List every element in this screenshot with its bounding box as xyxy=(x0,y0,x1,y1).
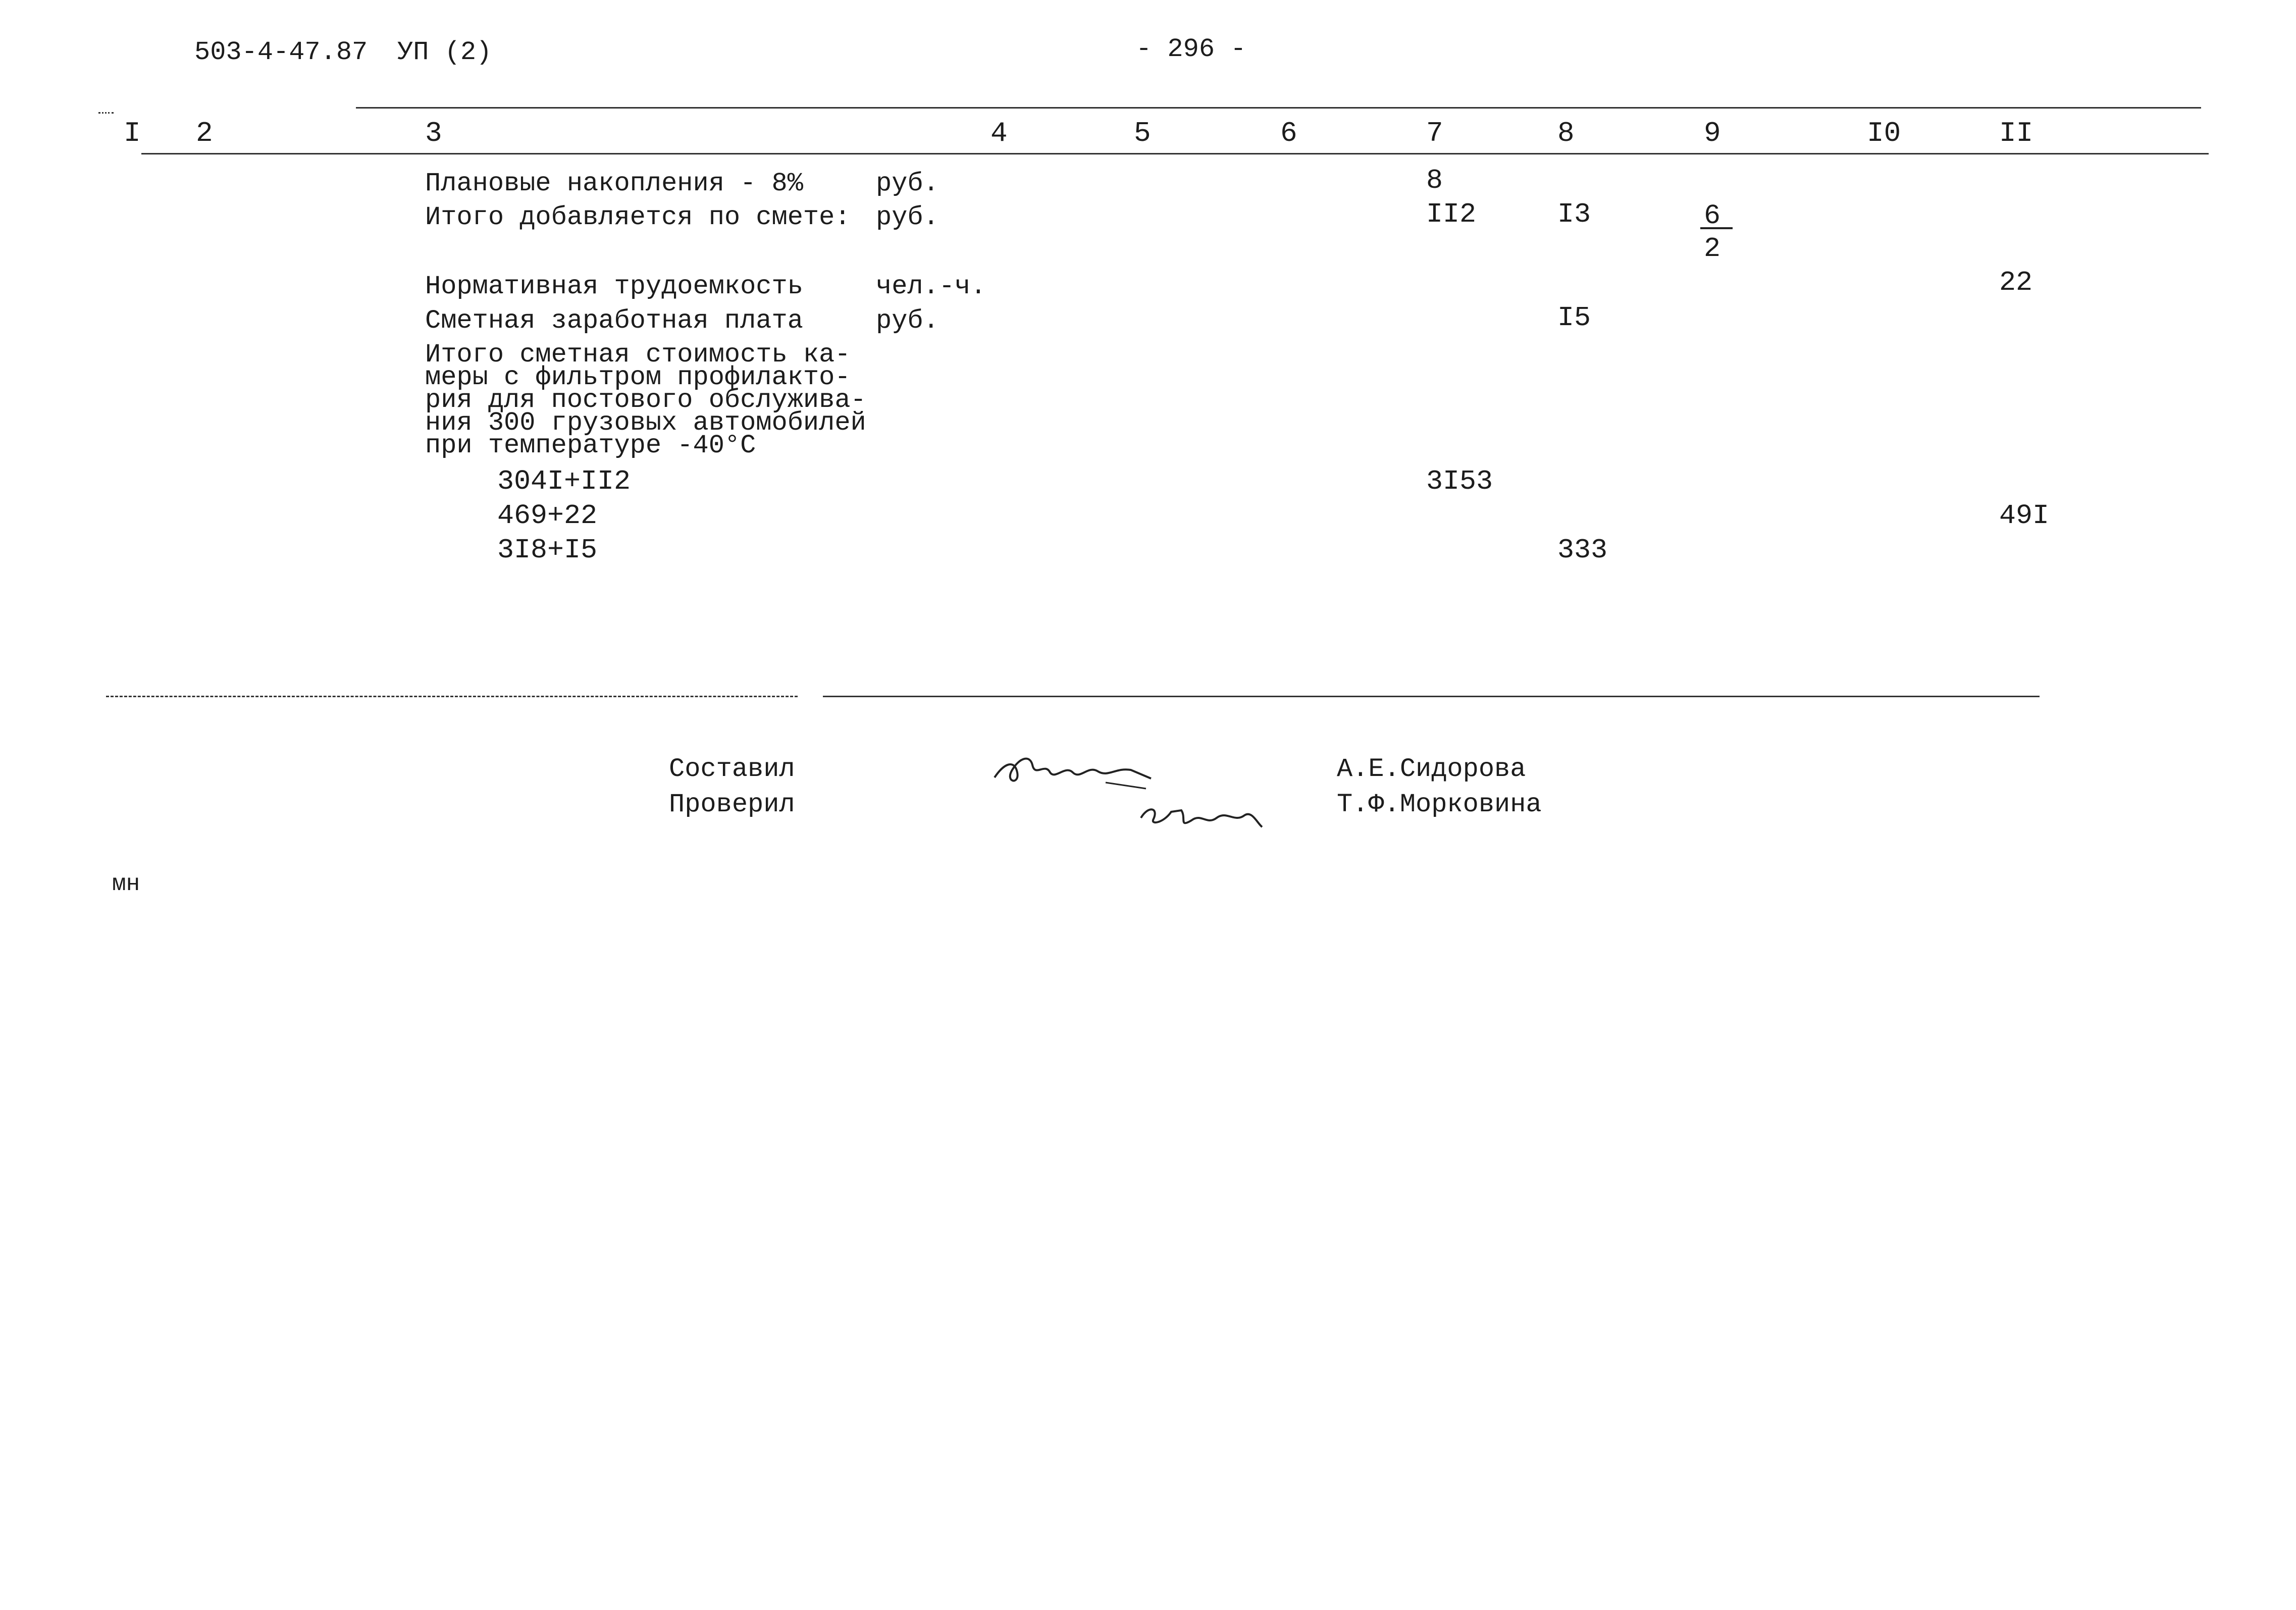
table-top-rule-left xyxy=(98,112,114,114)
calc-row-1-col7: 3I53 xyxy=(1426,465,1493,497)
column-header-7: 7 xyxy=(1426,117,1443,149)
calc-row-2-col11: 49I xyxy=(1999,500,2050,532)
table-bottom-rule-right xyxy=(823,696,2040,697)
column-header-4: 4 xyxy=(990,117,1008,149)
header-underline xyxy=(141,153,2209,154)
calc-row-2-label: 469+22 xyxy=(497,500,598,532)
column-header-6: 6 xyxy=(1280,117,1297,149)
column-header-1: I xyxy=(124,117,141,149)
row-wages-col8: I5 xyxy=(1557,302,1591,334)
column-header-11: II xyxy=(1999,117,2033,149)
row-total-added-col9-numerator: 6 xyxy=(1704,200,1721,232)
table-bottom-rule xyxy=(106,696,798,697)
calc-row-1-label: 304I+II2 xyxy=(497,465,631,497)
row-planned-savings-unit: руб. xyxy=(876,169,939,198)
album-label: УП (2) xyxy=(397,37,492,67)
total-cost-line: ния 300 грузовых автомобилей xyxy=(425,408,866,438)
row-total-added-col7: II2 xyxy=(1426,198,1477,230)
calc-row-3-col8: 333 xyxy=(1557,534,1608,566)
total-cost-line: Итого сметная стоимость ка- xyxy=(425,340,851,370)
column-header-8: 8 xyxy=(1557,117,1575,149)
row-total-cost-label xyxy=(425,340,866,460)
fraction-bar xyxy=(1700,227,1733,229)
column-header-3: 3 xyxy=(425,117,442,149)
checked-by-label: Проверил xyxy=(669,790,795,819)
column-header-10: I0 xyxy=(1867,117,1901,149)
compiled-by-name: А.Е.Сидорова xyxy=(1337,754,1526,784)
column-header-2: 2 xyxy=(196,117,213,149)
page-number: - 296 - xyxy=(1136,34,1246,64)
checked-by-name: Т.Ф.Морковина xyxy=(1337,790,1542,819)
footer-initials: мн xyxy=(112,871,140,897)
column-header-9: 9 xyxy=(1704,117,1721,149)
total-cost-line: рия для постового обслужива- xyxy=(425,385,866,415)
total-cost-line: меры с фильтром профилакто- xyxy=(425,362,851,392)
row-wages-unit: руб. xyxy=(876,306,939,336)
row-labor-col11: 22 xyxy=(1999,267,2033,298)
signature-checked xyxy=(1136,788,1267,838)
row-planned-savings-label: Плановые накопления - 8% xyxy=(425,169,803,198)
row-total-added-col9-denominator: 2 xyxy=(1704,233,1721,265)
column-header-5: 5 xyxy=(1134,117,1151,149)
row-labor-label: Нормативная трудоемкость xyxy=(425,272,803,301)
calc-row-3-label: 3I8+I5 xyxy=(497,534,598,566)
row-planned-savings-col7: 8 xyxy=(1426,165,1443,196)
table-top-rule xyxy=(356,107,2201,109)
compiled-by-label: Составил xyxy=(669,754,795,784)
row-total-added-unit: руб. xyxy=(876,202,939,232)
row-total-added-col8: I3 xyxy=(1557,198,1591,230)
document-code: 503-4-47.87 xyxy=(194,37,368,67)
row-labor-unit: чел.-ч. xyxy=(876,272,986,301)
total-cost-line: при температуре -40°С xyxy=(425,431,756,460)
row-total-added-label: Итого добавляется по смете: xyxy=(425,202,851,232)
row-wages-label: Сметная заработная плата xyxy=(425,306,803,336)
signature-compiled xyxy=(989,742,1161,798)
